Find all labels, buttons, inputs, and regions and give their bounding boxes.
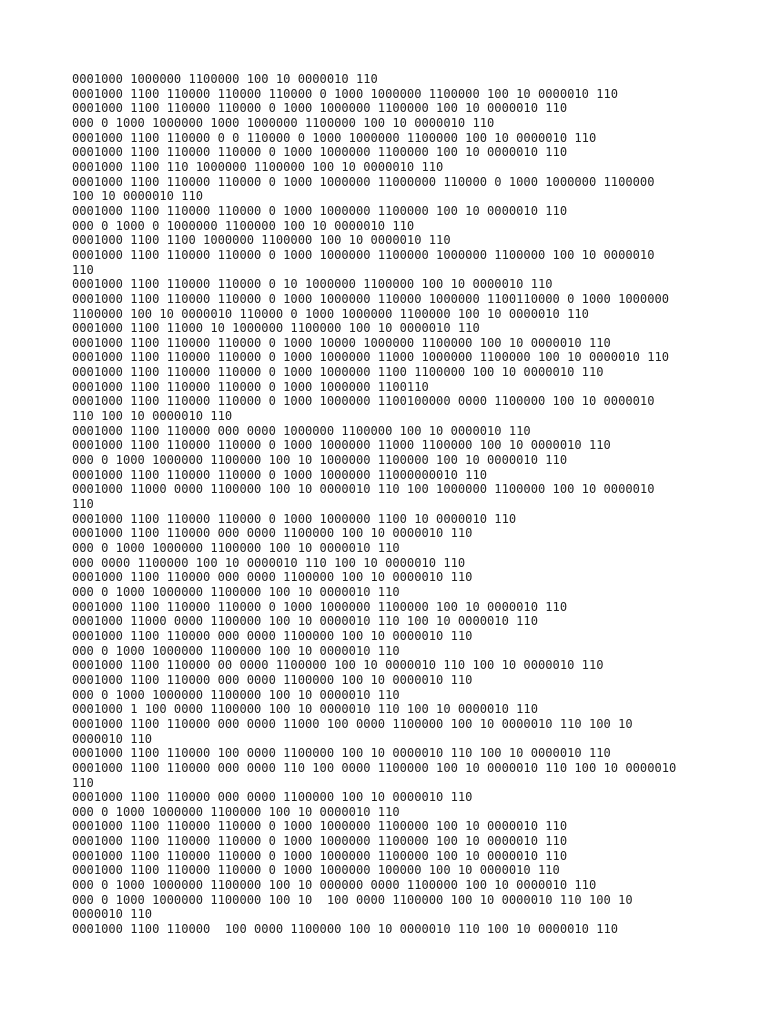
text-line: 0001000 1100 110000 110000 0 1000 1000000 100000 100 10 0000010 110 (72, 863, 560, 878)
text-line: 1100000 100 10 0000010 110000 0 1000 1000000 1100000 100 10 0000010 110 (72, 306, 589, 321)
text-line: 0001000 1100 110000 110000 0 1000 1000000 1100000 100 10 0000010 110 (72, 203, 568, 218)
text-line: 0001000 1100 110000 000 0000 11000 100 0000 1100000 100 10 0000010 110 100 10 (72, 716, 633, 731)
text-line: 000 0000 1100000 100 10 0000010 110 100 10 0000010 110 (72, 555, 466, 570)
text-line: 000 0 1000 1000000 1100000 100 10 0000010 110 (72, 584, 400, 599)
text-line: 100 10 0000010 110 (72, 189, 204, 204)
text-line: 0001000 1100 110000 110000 0 1000 1000000 1100000 100 10 0000010 110 (72, 834, 568, 849)
text-line: 0001000 1100 110000 000 0000 1000000 1100000 100 10 0000010 110 (72, 423, 531, 438)
text-line: 0001000 11000 0000 1100000 100 10 0000010 110 100 1000000 1100000 100 10 0000010 (72, 482, 655, 497)
text-line: 000 0 1000 0 1000000 1100000 100 10 0000010 110 (72, 218, 415, 233)
text-line: 110 100 10 0000010 110 (72, 409, 233, 424)
text-line: 110 (72, 262, 94, 277)
text-line: 000 0 1000 1000000 1100000 100 10 0000010 110 (72, 804, 400, 819)
text-line: 0001000 1100 110000 110000 0 1000 1000000 110000 1000000 1100110000 0 1000 1000000 (72, 291, 670, 306)
text-line: 0001000 1100 110000 000 0000 1100000 100 10 0000010 110 (72, 526, 473, 541)
text-line: 110 (72, 497, 94, 512)
document-body (72, 72, 702, 937)
text-line: 0001000 1100 110000 00 0000 1100000 100 10 0000010 110 100 10 0000010 110 (72, 658, 604, 673)
text-line: 0001000 11000 0000 1100000 100 10 0000010 110 100 10 0000010 110 (72, 614, 538, 629)
text-line: 000 0 1000 1000000 1100000 100 10 0000010 110 (72, 643, 400, 658)
text-line: 0001000 1100 110000 110000 0 1000 1000000 1100000 100 10 0000010 110 (72, 599, 568, 614)
text-line: 0001000 1100 110000 110000 0 1000 1000000 1100000 100 10 0000010 110 (72, 101, 568, 116)
text-line: 0001000 1100 110000 110000 0 1000 1000000 1100110 (72, 379, 429, 394)
text-line: 110 (72, 775, 94, 790)
text-line: 0001000 1100 110000 110000 0 1000 1000000 11000000 110000 0 1000 1000000 1100000 (72, 174, 655, 189)
text-line: 0001000 1100 110000 110000 0 1000 1000000 11000 1100000 100 10 0000010 110 (72, 438, 611, 453)
text-line: 0001000 1100 110000 110000 0 1000 10000 1000000 1100000 100 10 0000010 110 (72, 335, 611, 350)
text-line: 000 0 1000 1000000 1100000 100 10 000000 0000 1100000 100 10 0000010 110 (72, 878, 597, 893)
text-line: 000 0 1000 1000000 1000 1000000 1100000 100 10 0000010 110 (72, 115, 495, 130)
text-line: 0001000 1100 110000 000 0000 1100000 100 10 0000010 110 (72, 790, 473, 805)
text-line: 0001000 1100 110000 100 0000 1100000 100 10 0000010 110 100 10 0000010 110 (72, 746, 611, 761)
text-line: 0000010 110 (72, 907, 153, 922)
text-line: 0001000 1100 110000 110000 0 1000 1000000 1100000 100 10 0000010 110 (72, 145, 568, 160)
text-line: 0001000 1000000 1100000 100 10 0000010 110 (72, 72, 378, 86)
text-line: 0001000 1100 110000 110000 0 10 1000000 1100000 100 10 0000010 110 (72, 277, 553, 292)
text-line: 0001000 1100 110000 000 0000 1100000 100 10 0000010 110 (72, 570, 473, 585)
text-line: 0001000 1100 110 1000000 1100000 100 10 0000010 110 (72, 159, 444, 174)
text-line: 0001000 1100 11000 10 1000000 1100000 100 10 0000010 110 (72, 321, 480, 336)
text-line: 0001000 1100 110000 110000 0 1000 1000000 1100000 100 10 0000010 110 (72, 819, 568, 834)
text-line: 0001000 1100 110000 000 0000 110 100 0000 1100000 100 10 0000010 110 100 10 0000010 (72, 760, 677, 775)
text-line: 0001000 1100 110000 000 0000 1100000 100 10 0000010 110 (72, 672, 473, 687)
text-line: 0001000 1100 110000 0 0 110000 0 1000 1000000 1100000 100 10 0000010 110 (72, 130, 597, 145)
text-line: 0001000 1100 110000 110000 0 1000 1000000 1100100000 0000 1100000 100 10 0000010 (72, 394, 655, 409)
text-line: 000 0 1000 1000000 1100000 100 10 0000010 110 (72, 541, 400, 555)
text-line: 0001000 1100 110000 110000 0 1000 1000000 1100000 1000000 1100000 100 10 0000010 (72, 247, 655, 262)
text-line: 000 0 1000 1000000 1100000 100 10 100 0000 1100000 100 10 0000010 110 100 10 (72, 892, 633, 907)
text-line: 0001000 1100 110000 110000 110000 0 1000 1000000 1100000 100 10 0000010 110 (72, 86, 619, 101)
text-line: 000 0 1000 1000000 1100000 100 10 0000010 110 (72, 687, 400, 702)
text-line: 0001000 1 100 0000 1100000 100 10 0000010 110 100 10 0000010 110 (72, 702, 538, 717)
text-line: 0001000 1100 110000 110000 0 1000 1000000 1100 10 0000010 110 (72, 511, 517, 526)
text-line: 000 0 1000 1000000 1100000 100 10 1000000 1100000 100 10 0000010 110 (72, 453, 568, 468)
text-line: 0001000 1100 110000 110000 0 1000 1000000 1100 1100000 100 10 0000010 110 (72, 365, 604, 380)
text-line: 0001000 1100 110000 110000 0 1000 1000000 11000 1000000 1100000 100 10 0000010 110 (72, 350, 670, 365)
text-line: 0000010 110 (72, 731, 153, 746)
text-line: 0001000 1100 1100 1000000 1100000 100 10 0000010 110 (72, 233, 451, 248)
text-line: 0001000 1100 110000 000 0000 1100000 100 10 0000010 110 (72, 628, 473, 643)
text-line: 0001000 1100 110000 100 0000 1100000 100 10 0000010 110 100 10 0000010 110 (72, 922, 619, 937)
text-line: 0001000 1100 110000 110000 0 1000 1000000 11000000010 110 (72, 467, 488, 482)
text-line: 0001000 1100 110000 110000 0 1000 1000000 1100000 100 10 0000010 110 (72, 848, 568, 863)
